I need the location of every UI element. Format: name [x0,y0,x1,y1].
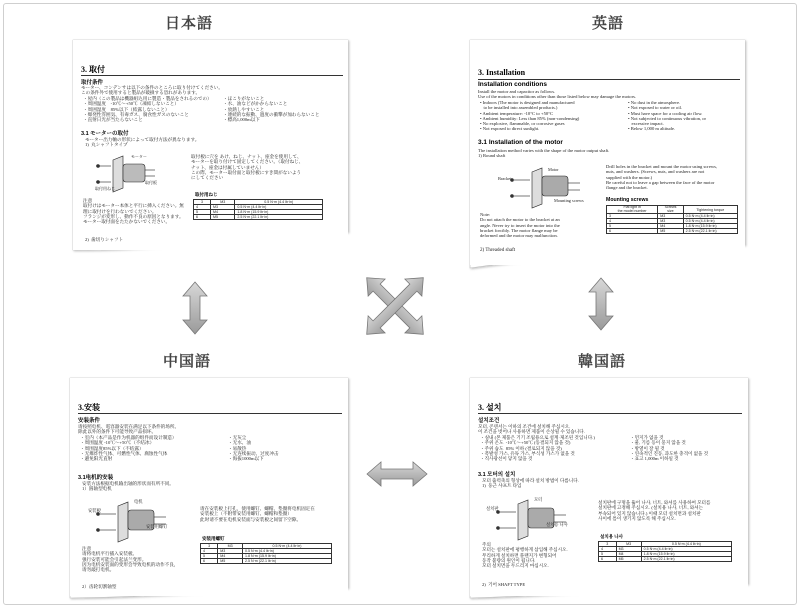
jp-table-title: 取付用ねじ [195,192,218,197]
kr-spec-table: 3 M3 0.5 N·m (4.4 lb·in) 4 M3 0.5 N·m (4.4 lb·in) 5 M4 1.8 N·m (15.9 lb·in) 6 M5 2.5 N·m (22.1 lb·in) [598,541,732,562]
en-section-title: 3. Installation [478,68,526,77]
cn-motor-label: 电机 [134,499,143,504]
jp-spec-table: 3 M3 0.5 N·m (4.4 lb·in) 4 M3 0.5 N·m (4.4 lb·in) 5 M4 1.8 N·m (15.9 lb·in) 6 M5 2.5 N·m (22.1 lb·in) [193,199,323,220]
en-heading: Installation conditions [478,81,547,88]
jp-section-title: 3. 取付 [81,65,105,74]
jp-sub-intro: モーター出力軸の形状によって取付方法が異なります。 1) 丸シャフトタイプ [85,137,200,148]
cn-spec-table: 3 M3 0.5 N·m (4.4 lb·in) 4 M3 0.5 N·m (4.4 lb·in) 5 M4 1.8 N·m (15.9 lb·in) 6 M5 2.5 N·m (22.1 lb·in) [200,543,332,564]
cn-table-title: 安装用螺钉 [202,536,225,541]
cn-left-list: ・室内（本产品是作为机器的组件而设计制造） ・周围温度 -10℃～+50℃（不结冰） ・周围湿度85%以下（不结露） ・无爆炸性气体、可燃性气体、腐蚀性气体 ・避免阳光直射 [80,435,177,462]
en-footer: 2) Threaded shaft [480,248,516,253]
en-right-list: • No dust in the atmosphere. • Not exposed to water or oil. • Must have space for a cooling air flow. • Not subjected to continuous vibration, or excessive impact. • Below 1,000 m altitude. [628,100,707,132]
label-chinese: 中国語 [163,352,212,370]
en-screws-label: Mounting screws [554,198,584,203]
jp-sub-heading: 3.1 モーターの取付 [81,131,129,137]
kr-section-title: 3. 설치 [478,403,502,412]
cn-note-text: 注意 请将电机平行插入安装板。 强行安装可能会引起法兰变形。 因为电机安装面的变形会导致电机的动作不良， 请勿敲打电机。 [82,546,179,573]
jp-motor-label: モーター [131,154,147,159]
jp-drill-text: 取付板に穴を あけ、ねじ、ナット、座金を使用して、 モーターを取り付けて固定してください。（取付ねじ、 ナット、座金は付属していません） この際、モーター取付面と取付板にすき間がないよう にしてください [191,154,304,181]
kr-motor-label: 모터 [534,497,543,502]
kr-right-list: ・먼지가 없을 것 ・물, 기름 등이 묻지 않을 것 ・방열이 잘 될 것 ・연속적인 진동, 과도한 충격이 없을 것 ・표고 1,000m 이하일 것 [630,435,709,462]
label-japanese: 日本語 [165,14,214,32]
kr-bracket-label: 설치판 [486,506,499,511]
jp-left-list: ・屋内（この製品は機器組込用に製造・製品をされるのでの） ・周囲温度 -10℃〜+50℃（凍結しないこと） ・周囲湿度 85%以下（結露しないこと） ・爆発性雰囲気、有毒ガス、腐食性ガスのないこと ・直射日光が当たらないこと [83,96,212,123]
kr-sub-heading: 3.1 모터의 설치 [478,472,516,478]
en-motor-label: Motor [548,167,559,172]
kr-sub-intro: 모터 출력축의 형상에 따라 설치 방법이 다릅니다. 1) 둥근 샤프트 타입 [482,478,579,489]
diagonal-cross-arrows-icon [358,269,432,343]
cn-screws-label: 安装用螺钉 [146,524,168,529]
en-table-header: Flat light in the model number [607,206,658,214]
cn-section-title: 3.安装 [78,403,100,412]
kr-table-title: 설치용 나사 [600,534,623,539]
en-intro: Install the motor and capacitor as follows. Use of the motors in conditions other than those listed below may damage the motors. [478,89,637,100]
kr-heading: 설치조건 [478,418,500,424]
jp-note-text: 注意 取付けはモーター本体と平行に挿入ください。無 理に取付けを行わないでください。 フランジが変形し、動作不良の原因となります。 モーター取付面をたたかないでください。 [83,198,184,225]
kr-left-list: ・실내 (본 제품은 기기 조립용으로 설계·제조된 것입니다.) ・주위 온도 -10℃〜+50℃ (동결되지 않을 것) ・주위 습도 85% 이하 (결로되지 않을 것) ・폭발성 가스, 유독 가스, 부식성 가스가 없을 것 ・직사광선이 닿지 않을 것 [480,435,595,462]
cn-heading: 安装条件 [78,418,101,424]
en-table-header: Tightening torque [683,206,737,214]
label-english: 英語 [592,14,625,32]
en-spec-table: Flat light in the model number Screws size Tightening torque 3 M3 0.5 N·m (4.4 lb·in) 4 M3 0.5 N·m (4.4 lb·in) 5 M4 1.8 N·m (15.9 lb·in) 6 M5 2.5 N·m (22.1 lb·in) [606,205,738,234]
leftright-arrow-icon [367,462,427,486]
en-drill-text: Drill holes in the bracket and mount the motor using screws, nuts, and washers. (Screws, nuts, and washers are not supplied with the motor.) Be careful not to leave a gap between the face of the motor flange and the bracket. [606,164,718,191]
cn-sub-heading: 3.1电机的安装 [78,475,114,481]
jp-bracket-label: 取付板 [145,180,157,185]
kr-footer: 2) 기어 SHAFT TYPE [482,582,526,587]
jp-right-list: ・ほこりがないこと ・水、油などがかからないこと ・放熱しやすいこと ・連続的な振動、過度の衝撃が加わらないこと ・標高1,000m以下 [223,96,320,123]
updown-arrow-left-icon [183,282,207,334]
kr-drill-text: 설치판에 구멍을 뚫어 나사, 너트, 와셔를 사용하여 모터를 설치판에 고정해 주십시오. (설치용 나사, 너트, 와셔는 부속되어 있지 않습니다.) 이때 모터 설치면과 설치판 사이에 틈이 생기지 않도록 해 주십시오. [598,500,711,521]
en-bracket-label: Bracket [498,176,512,181]
jp-footer: 2) 歯切りシャフト [85,237,124,242]
en-sub-heading: 3.1 Installation of the motor [478,139,563,146]
cn-right-list: ・无灰尘 ・无水、油 ・易散热 ・无连续振动、过度冲击 ・海拔1000m以下 [228,435,279,462]
kr-note-text: 주의 모터는 설치판에 평행하게 삽입해 주십시오. 무리하게 설치하면 플랜지가 변형되어 동작 불량의 원인이 됩니다. 모터 설치면을 두드리지 마십시오. [482,542,568,569]
cn-footer: 2）齿轮切割轴型 [82,584,117,589]
kr-intro: 모터, 콘덴서는 이하의 조건에 설치해 주십시오. 이 조건을 벗어나 사용하면 제품이 손상될 수 있습니다. [478,424,585,435]
cn-intro: 请按照电机、電容器安装在满足以下条件的场所。 除此以外的条件下可能导致产品损坏。 [78,424,180,435]
jp-screws-label: 取付用ねじ [95,186,115,191]
en-left-list: • Indoors (The motor is designed and manufactured to be installed into assembled products.) • Ambient temperature: -10°C to +50°C • Ambient humidity: Less than 85% (non-condensing) • No explosive, flammable, or corrosive gases • Not exposed to direct sunlight. [480,100,580,132]
cn-sub-intro: 安装方法根据电机输出轴的形状而有所不同。 1）圆轴型电机 [82,481,174,492]
jp-heading: 取付条件 [81,80,104,86]
label-korean: 韓国語 [578,352,627,370]
kr-screws-label: 설치용 나사 [546,522,568,527]
en-sub-intro: The installation method varies with the shape of the motor output shaft. 1) Round shaft [478,148,610,159]
cn-bracket-label: 安装板 [88,508,101,513]
cn-drill-text: 请在安装板上打孔，使用螺钉、螺帽、垫圈将电机固定在 安装板上（不附带安装用螺钉、螺帽和垫圈） 此时请不要在电机安装面与安装板之间留下空隙。 [200,506,315,522]
en-table-title: Mounting screws [606,197,649,203]
en-note-text: Note: Do not attach the motor to the bracket at an angle. Never try to insert the motor into the bracket forcibly. The motor flange may be deformed and the motor may malfunction. [480,212,560,239]
jp-intro: モーター、コンデンサは以下の条件のところに取り付けてください。 この条件外で使用すると製品が破損する恐れがあります。 [81,85,223,96]
updown-arrow-right-icon [589,278,613,330]
en-table-header: Screws size [658,206,683,214]
